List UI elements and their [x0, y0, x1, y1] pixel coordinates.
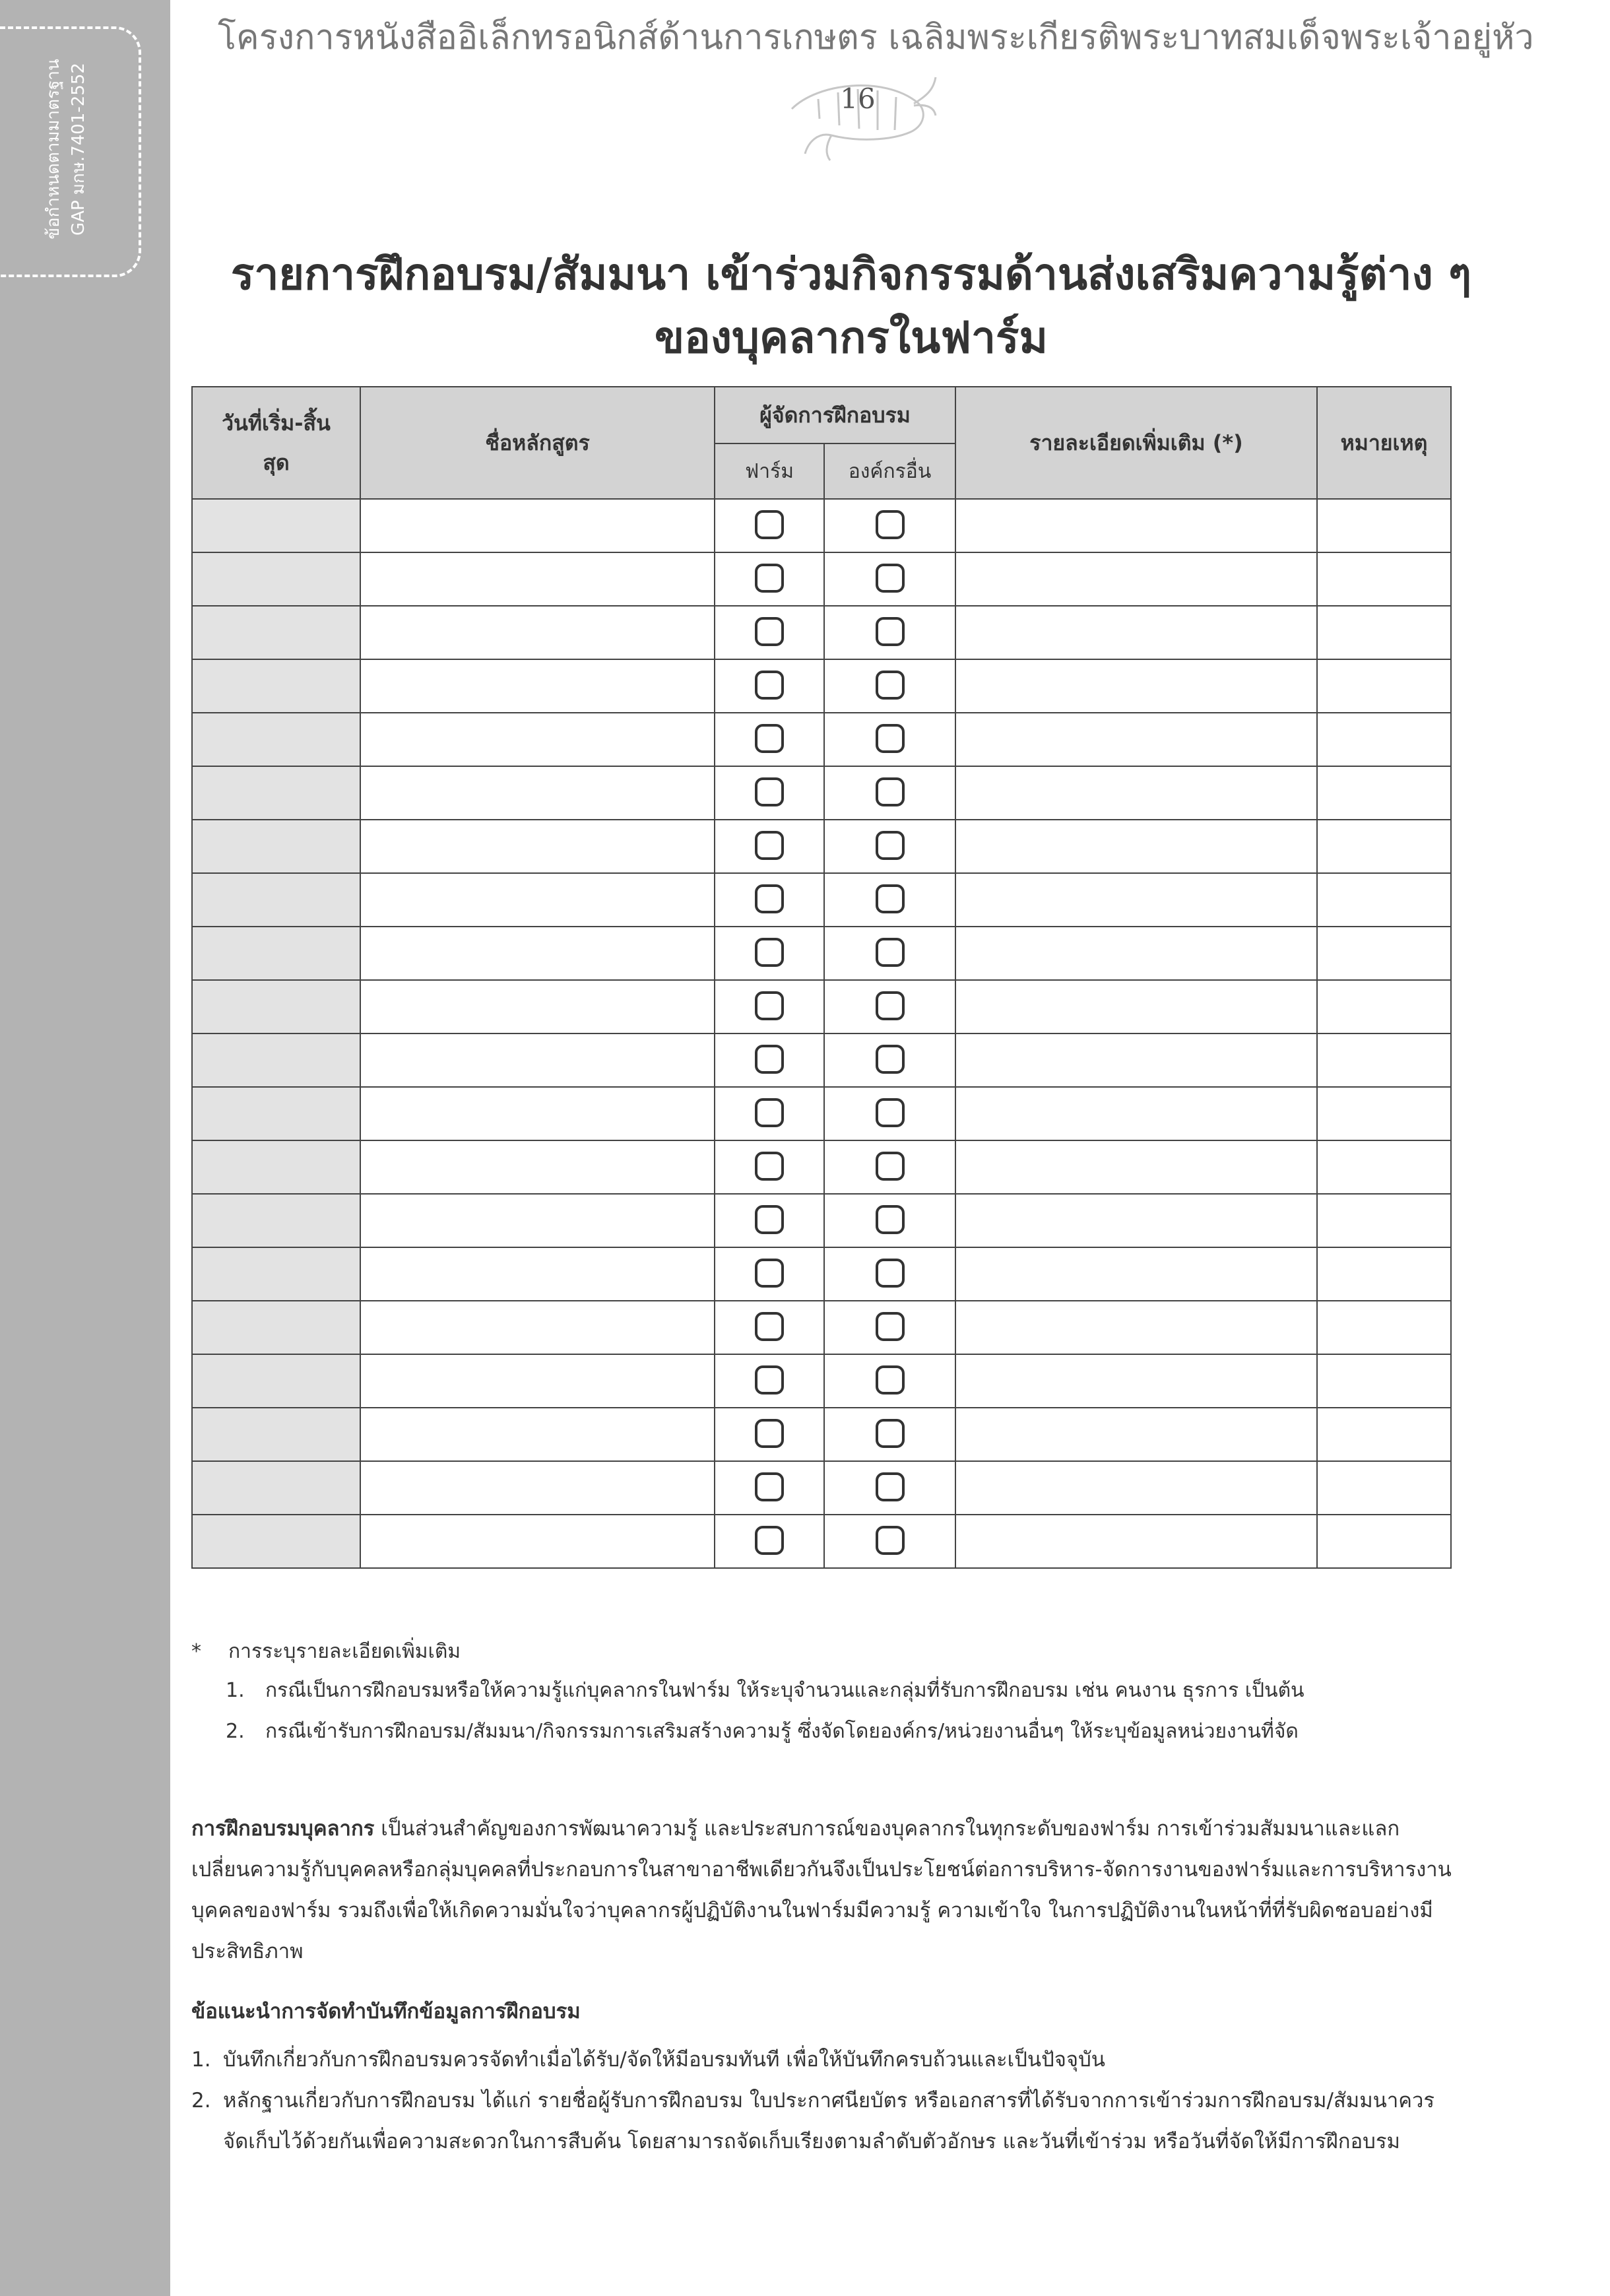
other-org-checkbox[interactable] — [876, 938, 905, 967]
table-row — [192, 606, 1451, 659]
course-cell[interactable] — [360, 659, 715, 713]
course-cell[interactable] — [360, 552, 715, 606]
training-record-table — [191, 386, 1452, 1569]
other-org-checkbox-cell — [824, 873, 955, 927]
date-cell[interactable] — [192, 552, 360, 606]
header-organizer: ผู้จัดการฝึกอบรม — [715, 387, 955, 443]
date-cell[interactable] — [192, 1140, 360, 1194]
other-org-checkbox-cell — [824, 713, 955, 766]
remarks-cell[interactable] — [1317, 1194, 1451, 1247]
farm-checkbox[interactable] — [755, 991, 784, 1020]
table-row — [192, 1033, 1451, 1087]
description-text: เป็นส่วนสำคัญของการพัฒนาความรู้ และประสบการณ์ของบุคลากรในทุกระดับของฟาร์ม การเข้าร่วมสัมมนาและแลกเปลี่ยนความรู้กับบุคคลหรือกลุ่มบุคคลที่ประกอบการในสาขาอาชีพเดียวกันจึงเป็นประโยชน์ต่อการบริหาร-จัดการงานของฟาร์มและการบริหารงานบุคคลของฟาร์ม รวมถึงเพื่อให้เกิดความมั่นใจว่าบุคลากรผู้ปฏิบัติงานในฟาร์มมีความรู้ ความเข้าใจ ในการปฏิบัติงานในหน้าที่ที่รับผิดชอบอย่างมีประสิทธิภาพ — [191, 1817, 1452, 1963]
date-cell[interactable] — [192, 1247, 360, 1301]
farm-checkbox-cell — [715, 820, 824, 873]
other-org-checkbox-cell — [824, 552, 955, 606]
details-cell[interactable] — [955, 1515, 1317, 1568]
tip-text: บันทึกเกี่ยวกับการฝึกอบรมควรจัดทำเมื่อได้รับ/จัดให้มีอบรมทันที เพื่อให้บันทึกครบถ้วนและเป็นปัจจุบัน — [223, 2048, 1105, 2072]
page-title — [198, 243, 1504, 370]
date-cell[interactable] — [192, 873, 360, 927]
date-cell[interactable] — [192, 1194, 360, 1247]
farm-checkbox[interactable] — [755, 671, 784, 700]
course-cell[interactable] — [360, 1301, 715, 1354]
date-cell[interactable] — [192, 659, 360, 713]
course-cell[interactable] — [360, 980, 715, 1033]
course-cell[interactable] — [360, 1461, 715, 1515]
notes-intro-text: การระบุรายละเอียดเพิ่มเติม — [228, 1640, 461, 1663]
farm-checkbox-cell — [715, 1408, 824, 1461]
table-body — [192, 499, 1451, 1568]
other-org-checkbox-cell — [824, 980, 955, 1033]
course-cell[interactable] — [360, 1408, 715, 1461]
other-org-checkbox[interactable] — [876, 1045, 905, 1074]
table-row — [192, 927, 1451, 980]
table-row — [192, 659, 1451, 713]
remarks-cell[interactable] — [1317, 1515, 1451, 1568]
farm-checkbox[interactable] — [755, 1152, 784, 1181]
farm-checkbox-cell — [715, 606, 824, 659]
remarks-cell[interactable] — [1317, 499, 1451, 552]
title-line2: ของบุคลากรในฟาร์ม — [654, 312, 1048, 363]
remarks-cell[interactable] — [1317, 659, 1451, 713]
other-org-checkbox[interactable] — [876, 510, 905, 539]
course-cell[interactable] — [360, 927, 715, 980]
sidebar-line2: GAP มกษ.7401-2552 — [69, 63, 88, 236]
other-org-checkbox[interactable] — [876, 617, 905, 646]
notes-item — [191, 1711, 1458, 1752]
header-farm: ฟาร์ม — [715, 443, 824, 499]
table-row — [192, 1301, 1451, 1354]
farm-checkbox[interactable] — [755, 510, 784, 539]
table-row — [192, 1515, 1451, 1568]
details-cell[interactable] — [955, 552, 1317, 606]
date-cell[interactable] — [192, 1301, 360, 1354]
farm-checkbox[interactable] — [755, 1526, 784, 1555]
remarks-cell[interactable] — [1317, 927, 1451, 980]
date-cell[interactable] — [192, 1515, 360, 1568]
table-row — [192, 1087, 1451, 1140]
farm-checkbox[interactable] — [755, 564, 784, 593]
other-org-checkbox-cell — [824, 1247, 955, 1301]
course-cell[interactable] — [360, 1247, 715, 1301]
other-org-checkbox-cell — [824, 927, 955, 980]
page-number: 16 — [840, 82, 876, 115]
farm-checkbox-cell — [715, 927, 824, 980]
other-org-checkbox-cell — [824, 1354, 955, 1408]
farm-checkbox-cell — [715, 552, 824, 606]
details-cell[interactable] — [955, 1354, 1317, 1408]
notes-intro — [191, 1633, 1458, 1670]
farm-checkbox[interactable] — [755, 724, 784, 753]
date-cell[interactable] — [192, 713, 360, 766]
table-row — [192, 1408, 1451, 1461]
remarks-cell[interactable] — [1317, 713, 1451, 766]
farm-checkbox[interactable] — [755, 884, 784, 913]
tips-title: ข้อแนะนำการจัดทำบันทึกข้อมูลการฝึกอบรม — [191, 2000, 581, 2023]
course-cell[interactable] — [360, 1354, 715, 1408]
course-cell[interactable] — [360, 1087, 715, 1140]
details-cell[interactable] — [955, 1408, 1317, 1461]
date-cell[interactable] — [192, 766, 360, 820]
notes-item — [191, 1670, 1458, 1711]
other-org-checkbox-cell — [824, 820, 955, 873]
other-org-checkbox[interactable] — [876, 671, 905, 700]
farm-checkbox-cell — [715, 1301, 824, 1354]
farm-checkbox-cell — [715, 766, 824, 820]
course-cell[interactable] — [360, 873, 715, 927]
other-org-checkbox[interactable] — [876, 1152, 905, 1181]
farm-checkbox-cell — [715, 1461, 824, 1515]
tip-number: 1. — [191, 2048, 211, 2072]
other-org-checkbox[interactable] — [876, 1259, 905, 1288]
remarks-cell[interactable] — [1317, 1140, 1451, 1194]
other-org-checkbox[interactable] — [876, 991, 905, 1020]
table-row — [192, 1461, 1451, 1515]
other-org-checkbox-cell — [824, 1033, 955, 1087]
other-org-checkbox[interactable] — [876, 1098, 905, 1127]
farm-checkbox-cell — [715, 659, 824, 713]
farm-checkbox[interactable] — [755, 938, 784, 967]
notes-item-number: 1. — [226, 1679, 245, 1702]
remarks-cell[interactable] — [1317, 980, 1451, 1033]
farm-checkbox[interactable] — [755, 831, 784, 860]
date-cell[interactable] — [192, 1408, 360, 1461]
course-cell[interactable] — [360, 1033, 715, 1087]
other-org-checkbox[interactable] — [876, 564, 905, 593]
remarks-cell[interactable] — [1317, 1247, 1451, 1301]
remarks-cell[interactable] — [1317, 873, 1451, 927]
remarks-cell[interactable] — [1317, 1408, 1451, 1461]
other-org-checkbox-cell — [824, 1194, 955, 1247]
description-lead: การฝึกอบรมบุคลากร — [191, 1817, 375, 1841]
farm-checkbox-cell — [715, 499, 824, 552]
farm-checkbox[interactable] — [755, 1098, 784, 1127]
notes-item-number: 2. — [226, 1720, 245, 1743]
table-row — [192, 499, 1451, 552]
farm-checkbox[interactable] — [755, 617, 784, 646]
course-cell[interactable] — [360, 1140, 715, 1194]
farm-checkbox[interactable] — [755, 1365, 784, 1394]
date-cell[interactable] — [192, 499, 360, 552]
farm-checkbox[interactable] — [755, 777, 784, 806]
details-cell[interactable] — [955, 980, 1317, 1033]
other-org-checkbox-cell — [824, 1515, 955, 1568]
header-date: วันที่เริ่ม-สิ้นสุด — [192, 387, 360, 499]
farm-checkbox-cell — [715, 1354, 824, 1408]
date-cell[interactable] — [192, 1354, 360, 1408]
farm-checkbox-cell — [715, 1247, 824, 1301]
remarks-cell[interactable] — [1317, 606, 1451, 659]
sidebar-line1: ข้อกำหนดตามมาตรฐาน — [44, 59, 63, 240]
notes — [191, 1633, 1458, 1752]
farm-checkbox-cell — [715, 1033, 824, 1087]
notes-item-text: กรณีเป็นการฝึกอบรมหรือให้ความรู้แก่บุคลากรในฟาร์ม ให้ระบุจำนวนและกลุ่มที่รับการฝึกอบรม เช่น คนงาน ธุรการ เป็นต้น — [265, 1679, 1304, 1702]
other-org-checkbox[interactable] — [876, 831, 905, 860]
header-remarks: หมายเหตุ — [1317, 387, 1451, 499]
details-cell[interactable] — [955, 1140, 1317, 1194]
details-cell[interactable] — [955, 820, 1317, 873]
farm-checkbox-cell — [715, 1194, 824, 1247]
table-row — [192, 766, 1451, 820]
course-cell[interactable] — [360, 766, 715, 820]
header-details: รายละเอียดเพิ่มเติม (*) — [955, 387, 1317, 499]
sidebar — [0, 0, 170, 2296]
details-cell[interactable] — [955, 606, 1317, 659]
table-row — [192, 552, 1451, 606]
remarks-cell[interactable] — [1317, 552, 1451, 606]
other-org-checkbox-cell — [824, 1408, 955, 1461]
details-cell[interactable] — [955, 927, 1317, 980]
other-org-checkbox[interactable] — [876, 1472, 905, 1501]
other-org-checkbox-cell — [824, 766, 955, 820]
table-row — [192, 1354, 1451, 1408]
other-org-checkbox[interactable] — [876, 1419, 905, 1448]
farm-checkbox-cell — [715, 873, 824, 927]
date-cell[interactable] — [192, 820, 360, 873]
remarks-cell[interactable] — [1317, 1033, 1451, 1087]
remarks-cell[interactable] — [1317, 1087, 1451, 1140]
other-org-checkbox-cell — [824, 1461, 955, 1515]
other-org-checkbox[interactable] — [876, 884, 905, 913]
details-cell[interactable] — [955, 659, 1317, 713]
date-cell[interactable] — [192, 980, 360, 1033]
farm-checkbox-cell — [715, 1087, 824, 1140]
course-cell[interactable] — [360, 713, 715, 766]
details-cell[interactable] — [955, 499, 1317, 552]
details-cell[interactable] — [955, 873, 1317, 927]
details-cell[interactable] — [955, 1087, 1317, 1140]
other-org-checkbox-cell — [824, 499, 955, 552]
course-cell[interactable] — [360, 1515, 715, 1568]
other-org-checkbox[interactable] — [876, 777, 905, 806]
table-row — [192, 1194, 1451, 1247]
other-org-checkbox-cell — [824, 1140, 955, 1194]
farm-checkbox-cell — [715, 1140, 824, 1194]
details-cell[interactable] — [955, 1461, 1317, 1515]
asterisk-mark: * — [191, 1640, 201, 1663]
details-cell[interactable] — [955, 1033, 1317, 1087]
tips-list — [191, 2039, 1452, 2162]
farm-checkbox[interactable] — [755, 1312, 784, 1341]
details-cell[interactable] — [955, 766, 1317, 820]
remarks-cell[interactable] — [1317, 766, 1451, 820]
project-title: โครงการหนังสืออิเล็กทรอนิกส์ด้านการเกษตร เฉลิมพระเกียรติพระบาทสมเด็จพระเจ้าอยู่หัว — [218, 18, 1534, 57]
header-other-org: องค์กรอื่น — [824, 443, 955, 499]
date-cell[interactable] — [192, 606, 360, 659]
tip-text: หลักฐานเกี่ยวกับการฝึกอบรม ได้แก่ รายชื่อผู้รับการฝึกอบรม ใบประกาศนียบัตร หรือเอกสารที่ได้รับจากการเข้าร่วมการฝึกอบรม/สัมมนาควรจัดเก็บไว้ด้วยกันเพื่อความสะดวกในการสืบค้น โดยสามารถจัดเก็บเรียงตามลำดับตัวอักษร และวันที่เข้าร่วม หรือวันที่จัดให้มีการฝึกอบรม — [223, 2089, 1435, 2153]
tip-item — [191, 2080, 1452, 2162]
other-org-checkbox[interactable] — [876, 1526, 905, 1555]
training-description — [191, 1808, 1452, 1972]
other-org-checkbox[interactable] — [876, 1312, 905, 1341]
date-cell[interactable] — [192, 1461, 360, 1515]
other-org-checkbox[interactable] — [876, 1205, 905, 1234]
farm-checkbox[interactable] — [755, 1205, 784, 1234]
table-row — [192, 1140, 1451, 1194]
farm-checkbox[interactable] — [755, 1472, 784, 1501]
notes-item-text: กรณีเข้ารับการฝึกอบรม/สัมมนา/กิจกรรมการเสริมสร้างความรู้ ซึ่งจัดโดยองค์กร/หน่วยงานอื่นๆ ให้ระบุข้อมูลหน่วยงานที่จัด — [265, 1720, 1299, 1743]
other-org-checkbox[interactable] — [876, 724, 905, 753]
tip-item — [191, 2039, 1452, 2080]
date-cell[interactable] — [192, 1033, 360, 1087]
farm-checkbox[interactable] — [755, 1419, 784, 1448]
remarks-cell[interactable] — [1317, 1354, 1451, 1408]
title-line1: รายการฝึกอบรม/สัมมนา เข้าร่วมกิจกรรมด้านส่งเสริมความรู้ต่าง ๆ — [230, 249, 1472, 300]
table-row — [192, 820, 1451, 873]
table-row — [192, 713, 1451, 766]
date-cell[interactable] — [192, 1087, 360, 1140]
course-cell[interactable] — [360, 820, 715, 873]
other-org-checkbox-cell — [824, 659, 955, 713]
farm-checkbox-cell — [715, 1515, 824, 1568]
details-cell[interactable] — [955, 1247, 1317, 1301]
other-org-checkbox-cell — [824, 606, 955, 659]
farm-checkbox-cell — [715, 980, 824, 1033]
farm-checkbox-cell — [715, 713, 824, 766]
table-row — [192, 980, 1451, 1033]
tip-number: 2. — [191, 2089, 211, 2113]
other-org-checkbox[interactable] — [876, 1365, 905, 1394]
course-cell[interactable] — [360, 1194, 715, 1247]
remarks-cell[interactable] — [1317, 820, 1451, 873]
table-row — [192, 873, 1451, 927]
other-org-checkbox-cell — [824, 1301, 955, 1354]
course-cell[interactable] — [360, 606, 715, 659]
sidebar-standard-label — [41, 59, 91, 239]
farm-checkbox[interactable] — [755, 1259, 784, 1288]
details-cell[interactable] — [955, 1194, 1317, 1247]
farm-checkbox[interactable] — [755, 1045, 784, 1074]
remarks-cell[interactable] — [1317, 1301, 1451, 1354]
other-org-checkbox-cell — [824, 1087, 955, 1140]
remarks-cell[interactable] — [1317, 1461, 1451, 1515]
header-course: ชื่อหลักสูตร — [360, 387, 715, 499]
date-cell[interactable] — [192, 927, 360, 980]
details-cell[interactable] — [955, 713, 1317, 766]
table-row — [192, 1247, 1451, 1301]
details-cell[interactable] — [955, 1301, 1317, 1354]
course-cell[interactable] — [360, 499, 715, 552]
